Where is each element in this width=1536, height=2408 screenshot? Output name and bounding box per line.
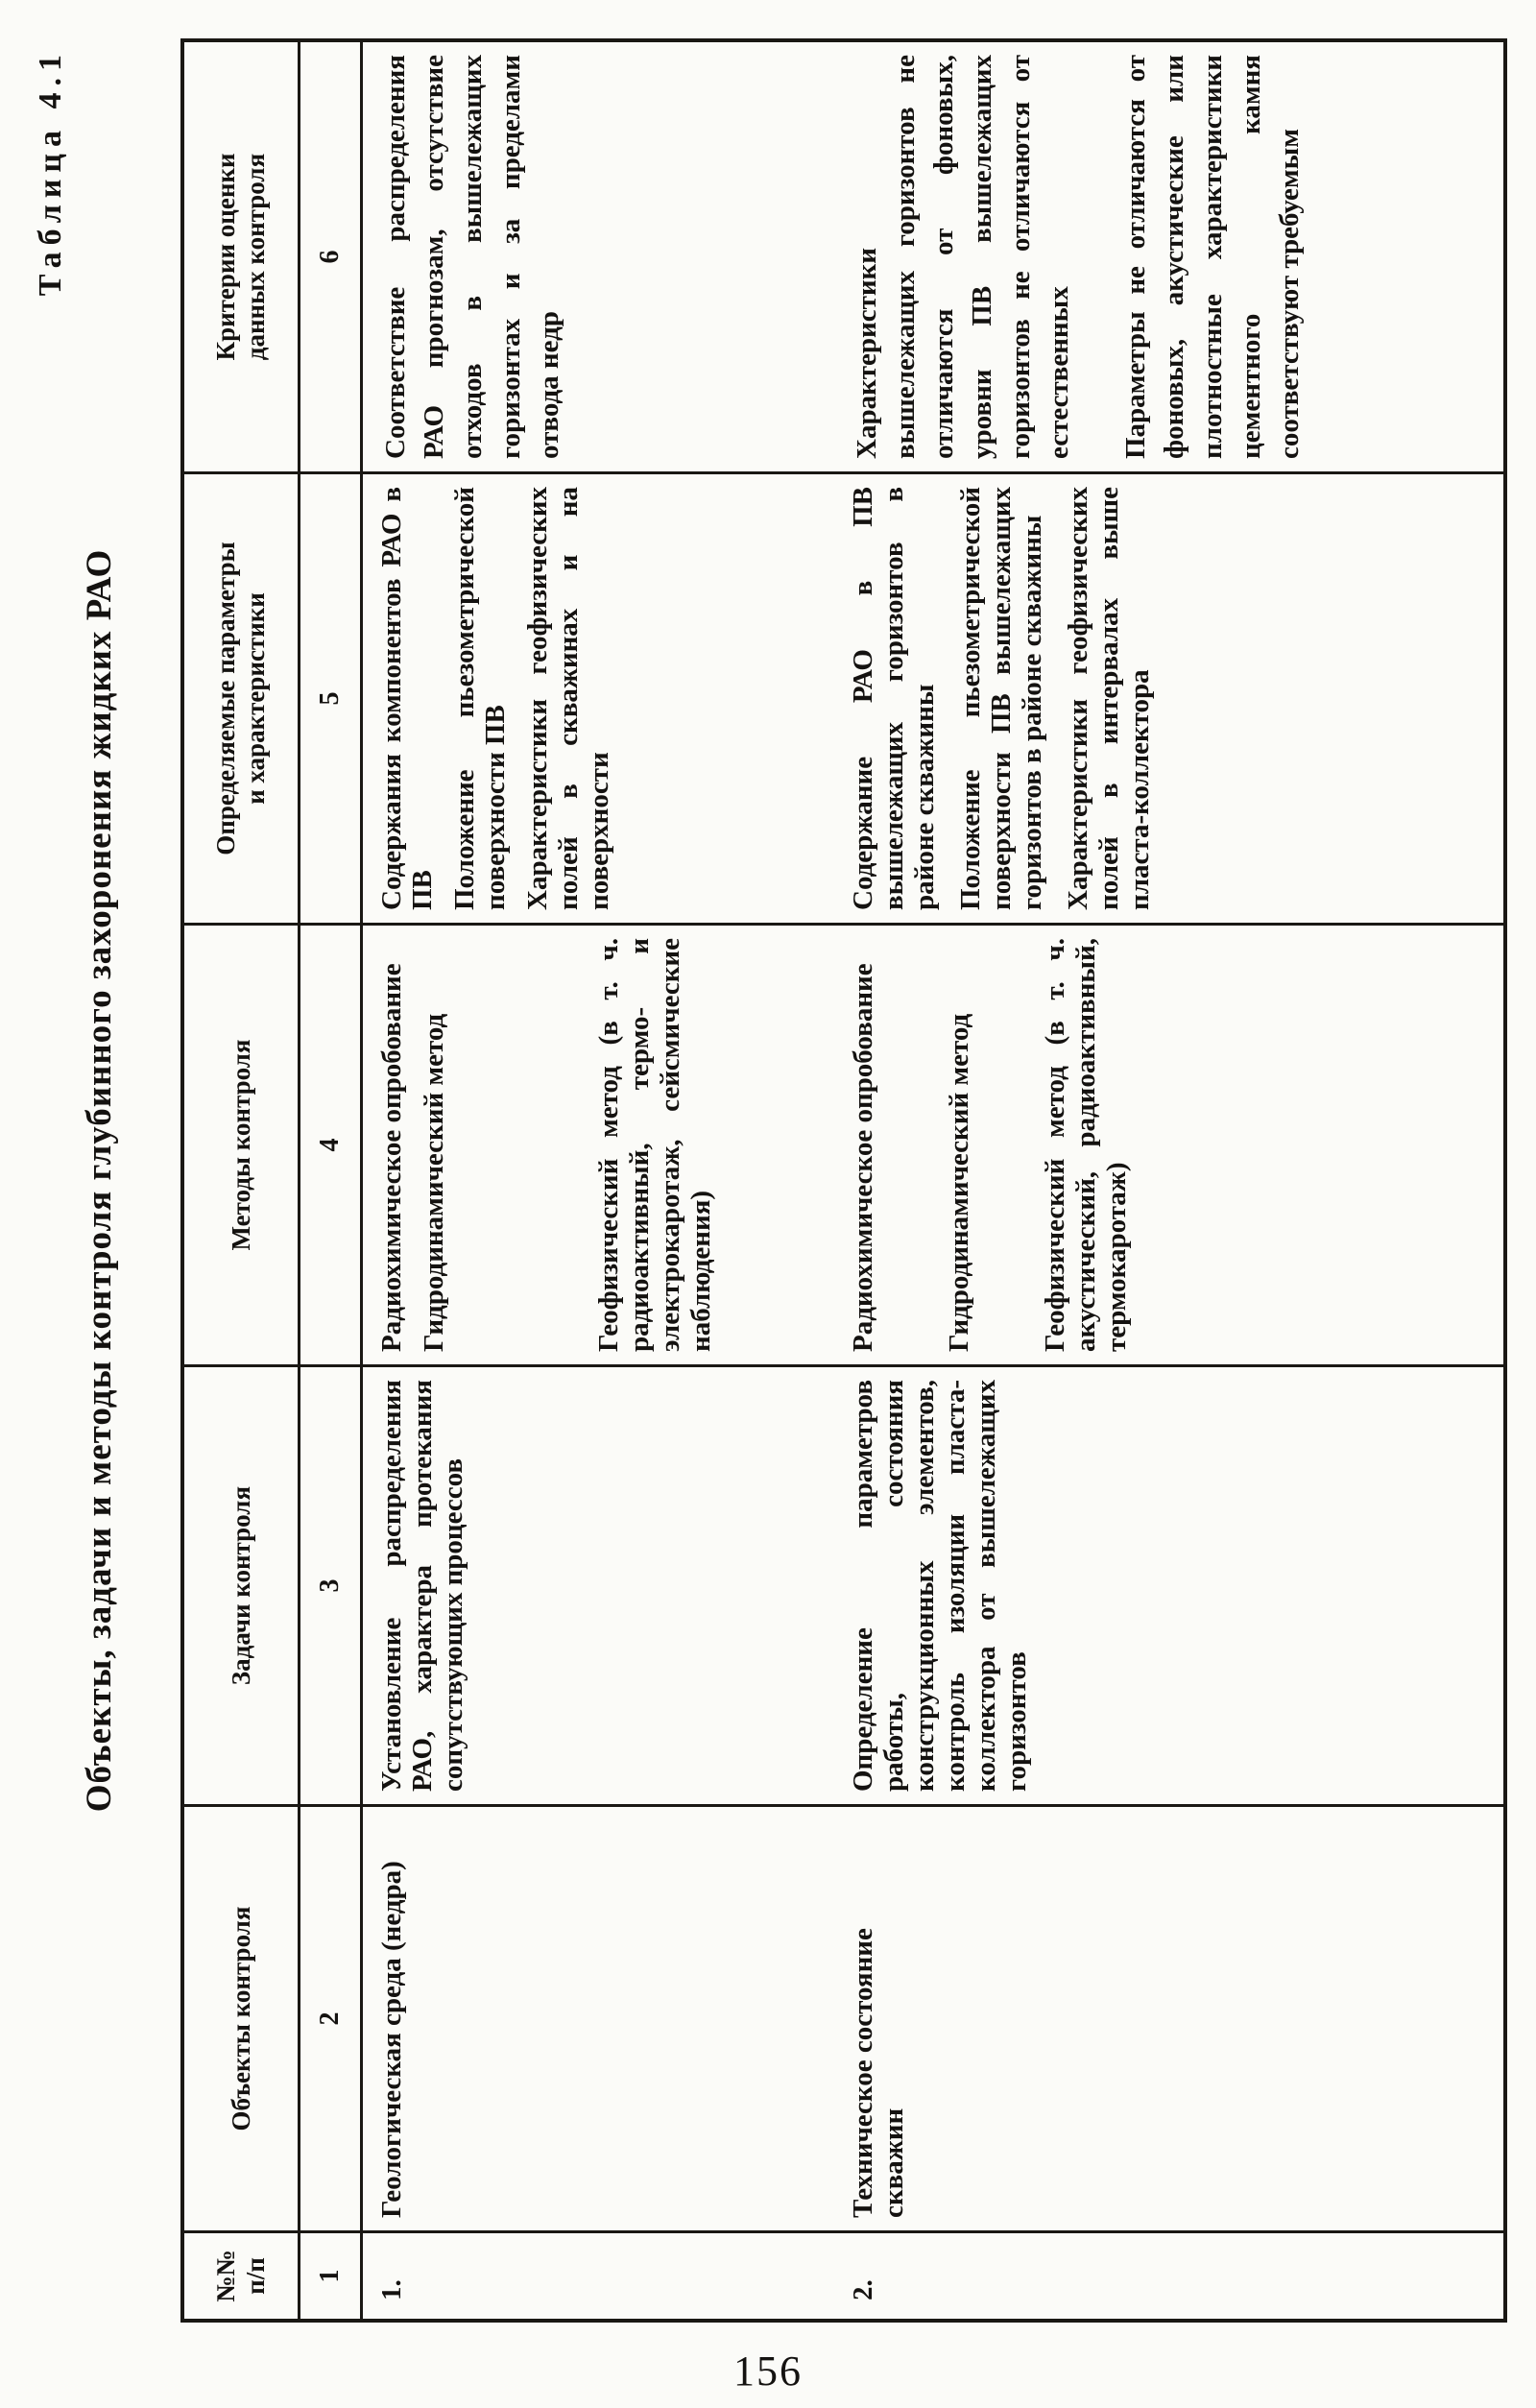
parameter-item: Характеристики геофизических полей в скважинах и на поверхности bbox=[522, 487, 614, 910]
object-text: Геологическая среда (недра) bbox=[376, 1861, 407, 2218]
row2-object-cell bbox=[848, 1819, 909, 2218]
criteria-item: Параметры не отличаются от фоновых, акустические или плотностные характеристики цементного камня соответствуют требуемым bbox=[1120, 55, 1305, 459]
row2-criteria-cell bbox=[848, 55, 1308, 459]
column-header bbox=[184, 474, 300, 923]
header-label: Методы контроля bbox=[226, 1039, 255, 1251]
page-number: 156 bbox=[733, 2348, 803, 2395]
header-label: Критерии оценки данных контроля bbox=[211, 153, 270, 361]
row-number: 1. bbox=[376, 2279, 407, 2300]
column-objects bbox=[184, 1804, 1503, 2230]
tasks-text: Установление распределения РАО, характера протекания сопутствующих процессов bbox=[376, 1380, 468, 1792]
column-header bbox=[184, 42, 300, 471]
parameter-item: Содержания компонентов РАО в ПВ bbox=[376, 487, 438, 910]
method-item: Радиохимическое опробование bbox=[848, 963, 878, 1352]
column-cells bbox=[363, 42, 1503, 471]
method-item: Радиохимическое опробование bbox=[376, 963, 407, 1352]
row2-methods-cell bbox=[848, 938, 1132, 1352]
row1-object-cell bbox=[376, 1819, 407, 2218]
column-cells bbox=[363, 2233, 1503, 2319]
column-number: 2 bbox=[300, 1807, 363, 2230]
row1-tasks-cell bbox=[376, 1380, 468, 1792]
row2-tasks-cell bbox=[848, 1380, 1032, 1792]
criteria-item: Соответствие распределения РАО прогнозам, отсутствие отходов в вышележащих горизонтах и за пределами отвода недр bbox=[380, 55, 564, 459]
row1-number-cell bbox=[376, 2246, 407, 2306]
row1-methods-cell bbox=[376, 938, 716, 1352]
criteria-item: Характеристики вышележащих горизонтов не отличаются от фоновых, уровни ПВ вышележащих горизонтов не отличаются от естественных bbox=[852, 55, 1074, 459]
row2-parameters-cell bbox=[848, 487, 1155, 910]
parameter-item: Содержание РАО в ПВ вышележащих горизонтов в районе скважины bbox=[848, 487, 940, 910]
header-label: Определяемые параметры и характеристики bbox=[211, 542, 270, 855]
tasks-text: Определение параметров работы, состояния конструкционных элементов, контроль изоляции пласта-коллектора от вышележащих горизонтов bbox=[848, 1380, 1032, 1792]
column-number: 1 bbox=[300, 2233, 363, 2319]
row2-number-cell bbox=[848, 2246, 878, 2306]
header-label: №№ п/п bbox=[211, 2250, 270, 2302]
column-cells bbox=[363, 474, 1503, 923]
column-cells bbox=[363, 926, 1503, 1364]
column-row-number bbox=[184, 2230, 1503, 2319]
column-number: 4 bbox=[300, 926, 363, 1364]
parameter-item: Положение пьезометрической поверхности ПВ вышележащих горизонтов в районе скважины bbox=[955, 487, 1047, 910]
column-cells bbox=[363, 1367, 1503, 1804]
method-item: Геофизический метод (в т. ч. акустический, радиоактивный, термокаротаж) bbox=[1040, 938, 1132, 1352]
column-header bbox=[184, 1367, 300, 1804]
column-number: 6 bbox=[300, 42, 363, 471]
column-parameters bbox=[184, 471, 1503, 923]
table-title: Объекты, задачи и методы контроля глубинного захоронения жидких РАО bbox=[80, 548, 119, 1813]
row-number: 2. bbox=[848, 2279, 878, 2300]
column-methods bbox=[184, 923, 1503, 1364]
rotated-table-block bbox=[17, 38, 1509, 2323]
header-label: Объекты контроля bbox=[226, 1906, 255, 2131]
parameter-item: Характеристики геофизических полей в интервалах выше пласта-коллектора bbox=[1063, 487, 1155, 910]
row1-parameters-cell bbox=[376, 487, 614, 910]
column-tasks bbox=[184, 1364, 1503, 1804]
column-number: 3 bbox=[300, 1367, 363, 1804]
header-label: Задачи контроля bbox=[226, 1485, 255, 1686]
column-header bbox=[184, 2233, 300, 2319]
object-text: Техническое состояние скважин bbox=[848, 1928, 909, 2218]
column-header bbox=[184, 926, 300, 1364]
row1-criteria-cell bbox=[376, 55, 568, 459]
column-cells bbox=[363, 1807, 1503, 2230]
column-number: 5 bbox=[300, 474, 363, 923]
method-item: Гидродинамический метод bbox=[419, 1013, 449, 1352]
column-header bbox=[184, 1807, 300, 2230]
parameter-item: Положение пьезометрической поверхности ПВ bbox=[449, 487, 511, 910]
table-caption: Таблица 4.1 bbox=[33, 48, 68, 297]
column-criteria bbox=[184, 42, 1503, 471]
method-item: Геофизический метод (в т. ч. радиоактивный, термо- и электрокаротаж, сейсмические наблюдения) bbox=[593, 938, 716, 1352]
method-item: Гидродинамический метод bbox=[944, 1013, 974, 1352]
control-methods-table bbox=[180, 38, 1507, 2323]
